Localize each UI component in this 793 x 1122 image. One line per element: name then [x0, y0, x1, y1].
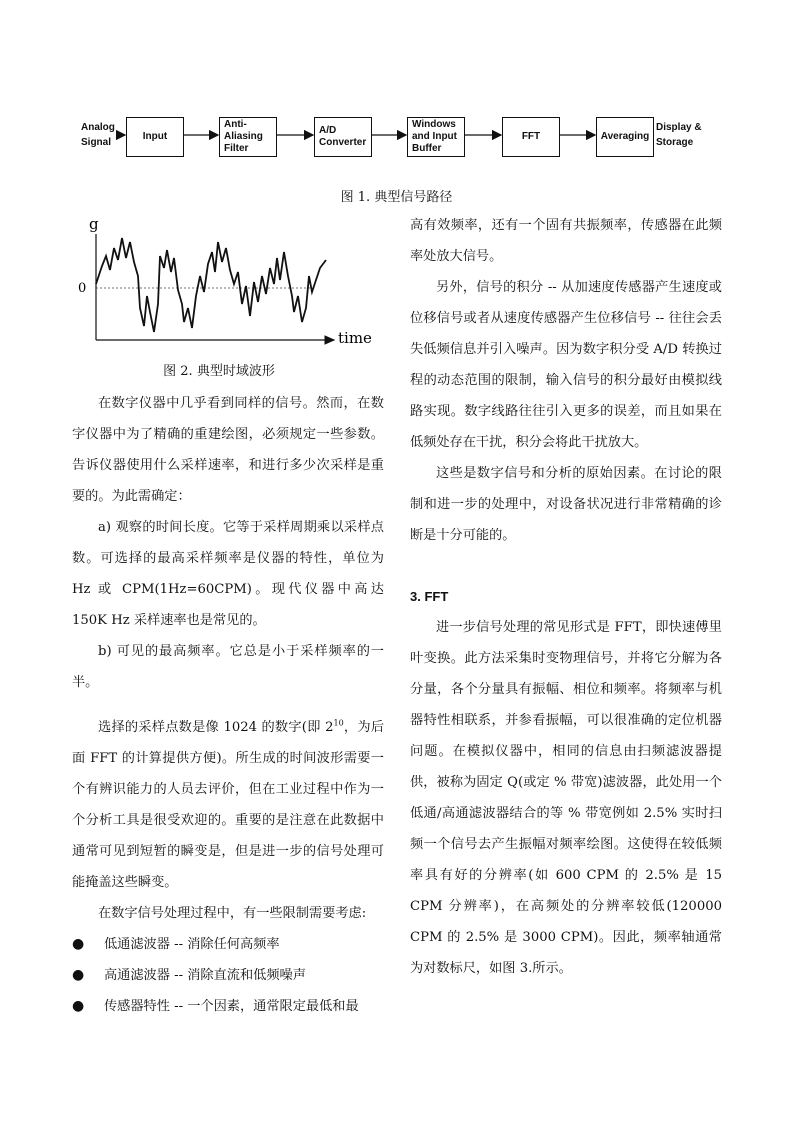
signal-path-diagram [60, 108, 760, 168]
bullet-item: ● 传感器特性 -- 一个因素，通常限定最低和最 [72, 991, 384, 1022]
zero-label: 0 [78, 281, 87, 296]
right-paragraph-2: 另外，信号的积分 -- 从加速度传感器产生速度或位移信号或者从速度传感器产生位移信号 -- 往往会丢失低频信息并引入噪声。因为数字积分受 A/D 转换过程的动态范围的限制，输入信号的积分最好由模拟线路实现。数字线路往往引入更多的误差，而且如果在低频处存在干扰，积分会将此干扰放大。 [410, 280, 722, 450]
left-paragraph-1: 在数字仪器中几乎看到同样的信号。然而，在数字仪器中为了精确的重建绘图，必须规定一些参数。告诉仪器使用什么采样速率，和进行多少次采样是重要的。为此需确定： [72, 396, 384, 504]
waveform-trace [96, 238, 326, 332]
bullet-dot-icon: ● [72, 936, 85, 952]
anti-aliasing-filter-block: Anti- Aliasing Filter [219, 117, 277, 157]
right-paragraph-3: 这些是数字信号和分析的原始因素。在讨论的限制和进一步的处理中，对设备状况进行非常精确的诊断是十分可能的。 [410, 466, 722, 543]
figure-1-caption: 图 1. 典型信号路径 [340, 190, 453, 205]
left-column [72, 388, 384, 1022]
left-paragraph-3: b) 可见的最高频率。它总是小于采样频率的一半。 [72, 644, 384, 690]
y-axis-label: g [89, 215, 99, 233]
bullet-dot-icon: ● [72, 998, 85, 1014]
ad-converter-block: A/D Converter [314, 117, 372, 157]
left-paragraph-2: a) 观察的时间长度。它等于采样周期乘以采样点数。可选择的最高采样频率是仪器的特性，单位为 Hz 或 CPM(1Hz=60CPM)。现代仪器中高达 150K Hz 采样速率也是常见的。 [72, 520, 384, 628]
bullet-dot-icon: ● [72, 967, 85, 983]
right-paragraph-4: 进一步信号处理的常见形式是 FFT，即快速傅里叶变换。此方法采集时变物理信号，并将它分解为各分量，各个分量具有振幅、相位和频率。将频率与机器特性相联系，并参看振幅，可以很准确的定位机器问题。在模拟仪器中，相同的信息由扫频滤波器提供，被称为固定 Q(或定 % 带宽)滤波器，此处用一个低通/高通滤波器结合的等 % 带宽例如 2.5% 实时扫频一个信号去产生振幅对频率绘图。这使得在较低频率具有好的分辨率(如 600 CPM 的 2.5% 是 15 CPM 分辨率)，在高频处的分辨率较低(120000 CPM 的 2.5% 是 3000 CPM)。因此，频率轴通常为对数标尺，如图 3.所示。 [410, 620, 722, 976]
x-axis-label: time [338, 329, 372, 347]
bullet-item: ● 低通滤波器 -- 消除任何高频率 [72, 929, 384, 960]
section-heading-fft: 3. FFT [410, 589, 449, 604]
analog-signal-label: Analog Signal [81, 122, 115, 148]
left-paragraph-5: 在数字信号处理过程中，有一些限制需要考虑: [98, 906, 367, 921]
input-block: Input [126, 117, 184, 157]
right-column [410, 210, 722, 984]
windows-buffer-block: Windows and Input Buffer [407, 117, 465, 157]
fft-block: FFT [502, 117, 560, 157]
time-waveform-figure [72, 212, 372, 352]
display-storage-label: Display & Storage [656, 122, 702, 148]
averaging-block: Averaging [596, 117, 654, 157]
bullet-item: ● 高通滤波器 -- 消除直流和低频噪声 [72, 960, 384, 991]
left-paragraph-4: 选择的采样点数是像 1024 的数字(即 $2^{10}$，为后面 FFT 的计算提供方便)。所生成的时间波形需要一个有辨识能力的人员去评价，但在工业过程中作为一个分析工具是很受欢迎的。重要的是注意在此数据中通常可见到短暂的瞬变是，但是进一步的信号处理可能掩盖这些瞬变。 [72, 718, 385, 890]
figure-2-caption: 图 2. 典型时域波形 [163, 364, 275, 379]
right-paragraph-1: 高有效频率，还有一个固有共振频率，传感器在此频率处放大信号。 [410, 218, 722, 264]
